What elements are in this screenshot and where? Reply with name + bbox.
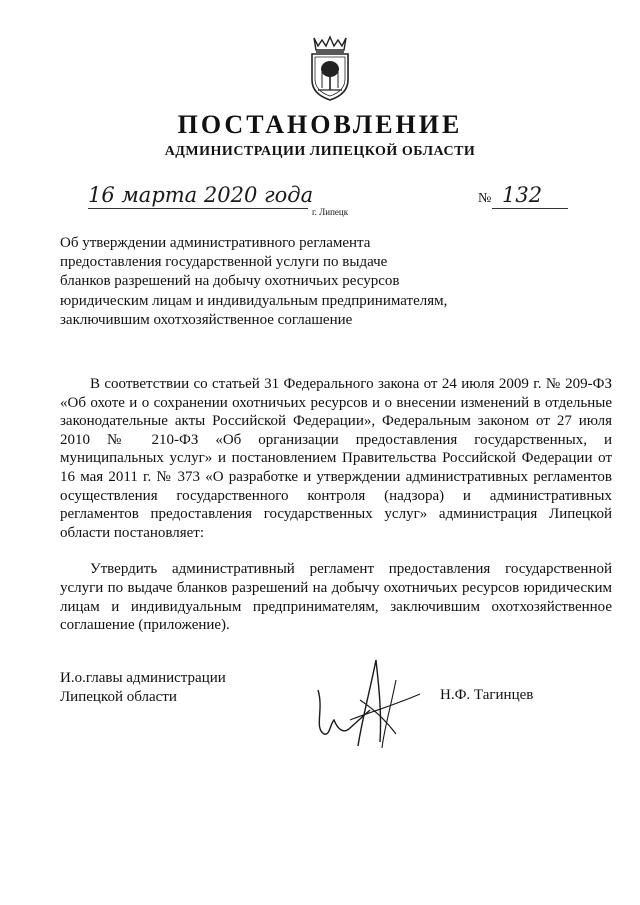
position-line: Липецкой области	[60, 689, 177, 705]
subject-line: Об утверждении административного регламента	[60, 235, 371, 251]
issuing-authority: АДМИНИСТРАЦИИ ЛИПЕЦКОЙ ОБЛАСТИ	[164, 144, 476, 159]
position-line: И.о.главы администрации	[60, 670, 226, 686]
body-paragraph-resolution: Утвердить административный регламент предоставления государственной услуги по выдаче бланков разрешений на добычу охотничьих ресурсов юридическим лицам и индивидуальным предпринимателям, заключившим охотхозяйственное соглашение (приложение).	[60, 561, 612, 634]
city-label: г. Липецк	[312, 207, 349, 217]
date-underline	[88, 208, 308, 209]
handwritten-signature	[300, 650, 430, 750]
signatory-name: Н.Ф. Тагинцев	[440, 687, 534, 703]
subject-line: предоставления государственной услуги по выдаче	[60, 254, 388, 271]
document-title: ПОСТАНОВЛЕНИЕ	[177, 110, 463, 139]
subject-block	[60, 234, 500, 330]
number-underline	[492, 208, 568, 209]
subject-line: юридическим лицам и индивидуальным предпринимателям,	[60, 292, 448, 309]
number-sign: №	[478, 191, 492, 206]
body-paragraph-basis: В соответствии со статьей 31 Федерального закона от 24 июля 2009 г. № 209-ФЗ «Об охоте и о сохранении охотничьих ресурсов и о внесении изменений в отдельные законодательные акты Российской Федерации», Федеральным законом от 27 июля 2010 № 210-ФЗ «Об организации предоставления государственных, и муниципальных услуг» и постановлением Правительства Российской Федерации от 16 мая 2011 г. № 373 «О разработке и утверждении административных регламентов осуществления государственного контроля (надзора) и административных регламентов предоставления государственных услуг» администрация Липецкой области постановляет:	[60, 376, 612, 541]
subject-line: заключившим охотхозяйственное соглашение	[60, 311, 353, 328]
signatory-position	[60, 669, 226, 707]
subject-line: бланков разрешений на добычу охотничьих ресурсов	[60, 273, 400, 290]
handwritten-number: 132	[502, 183, 543, 207]
coat-of-arms-icon	[300, 32, 360, 102]
handwritten-date: 16 марта 2020 года	[88, 183, 314, 207]
body-text	[60, 375, 612, 635]
